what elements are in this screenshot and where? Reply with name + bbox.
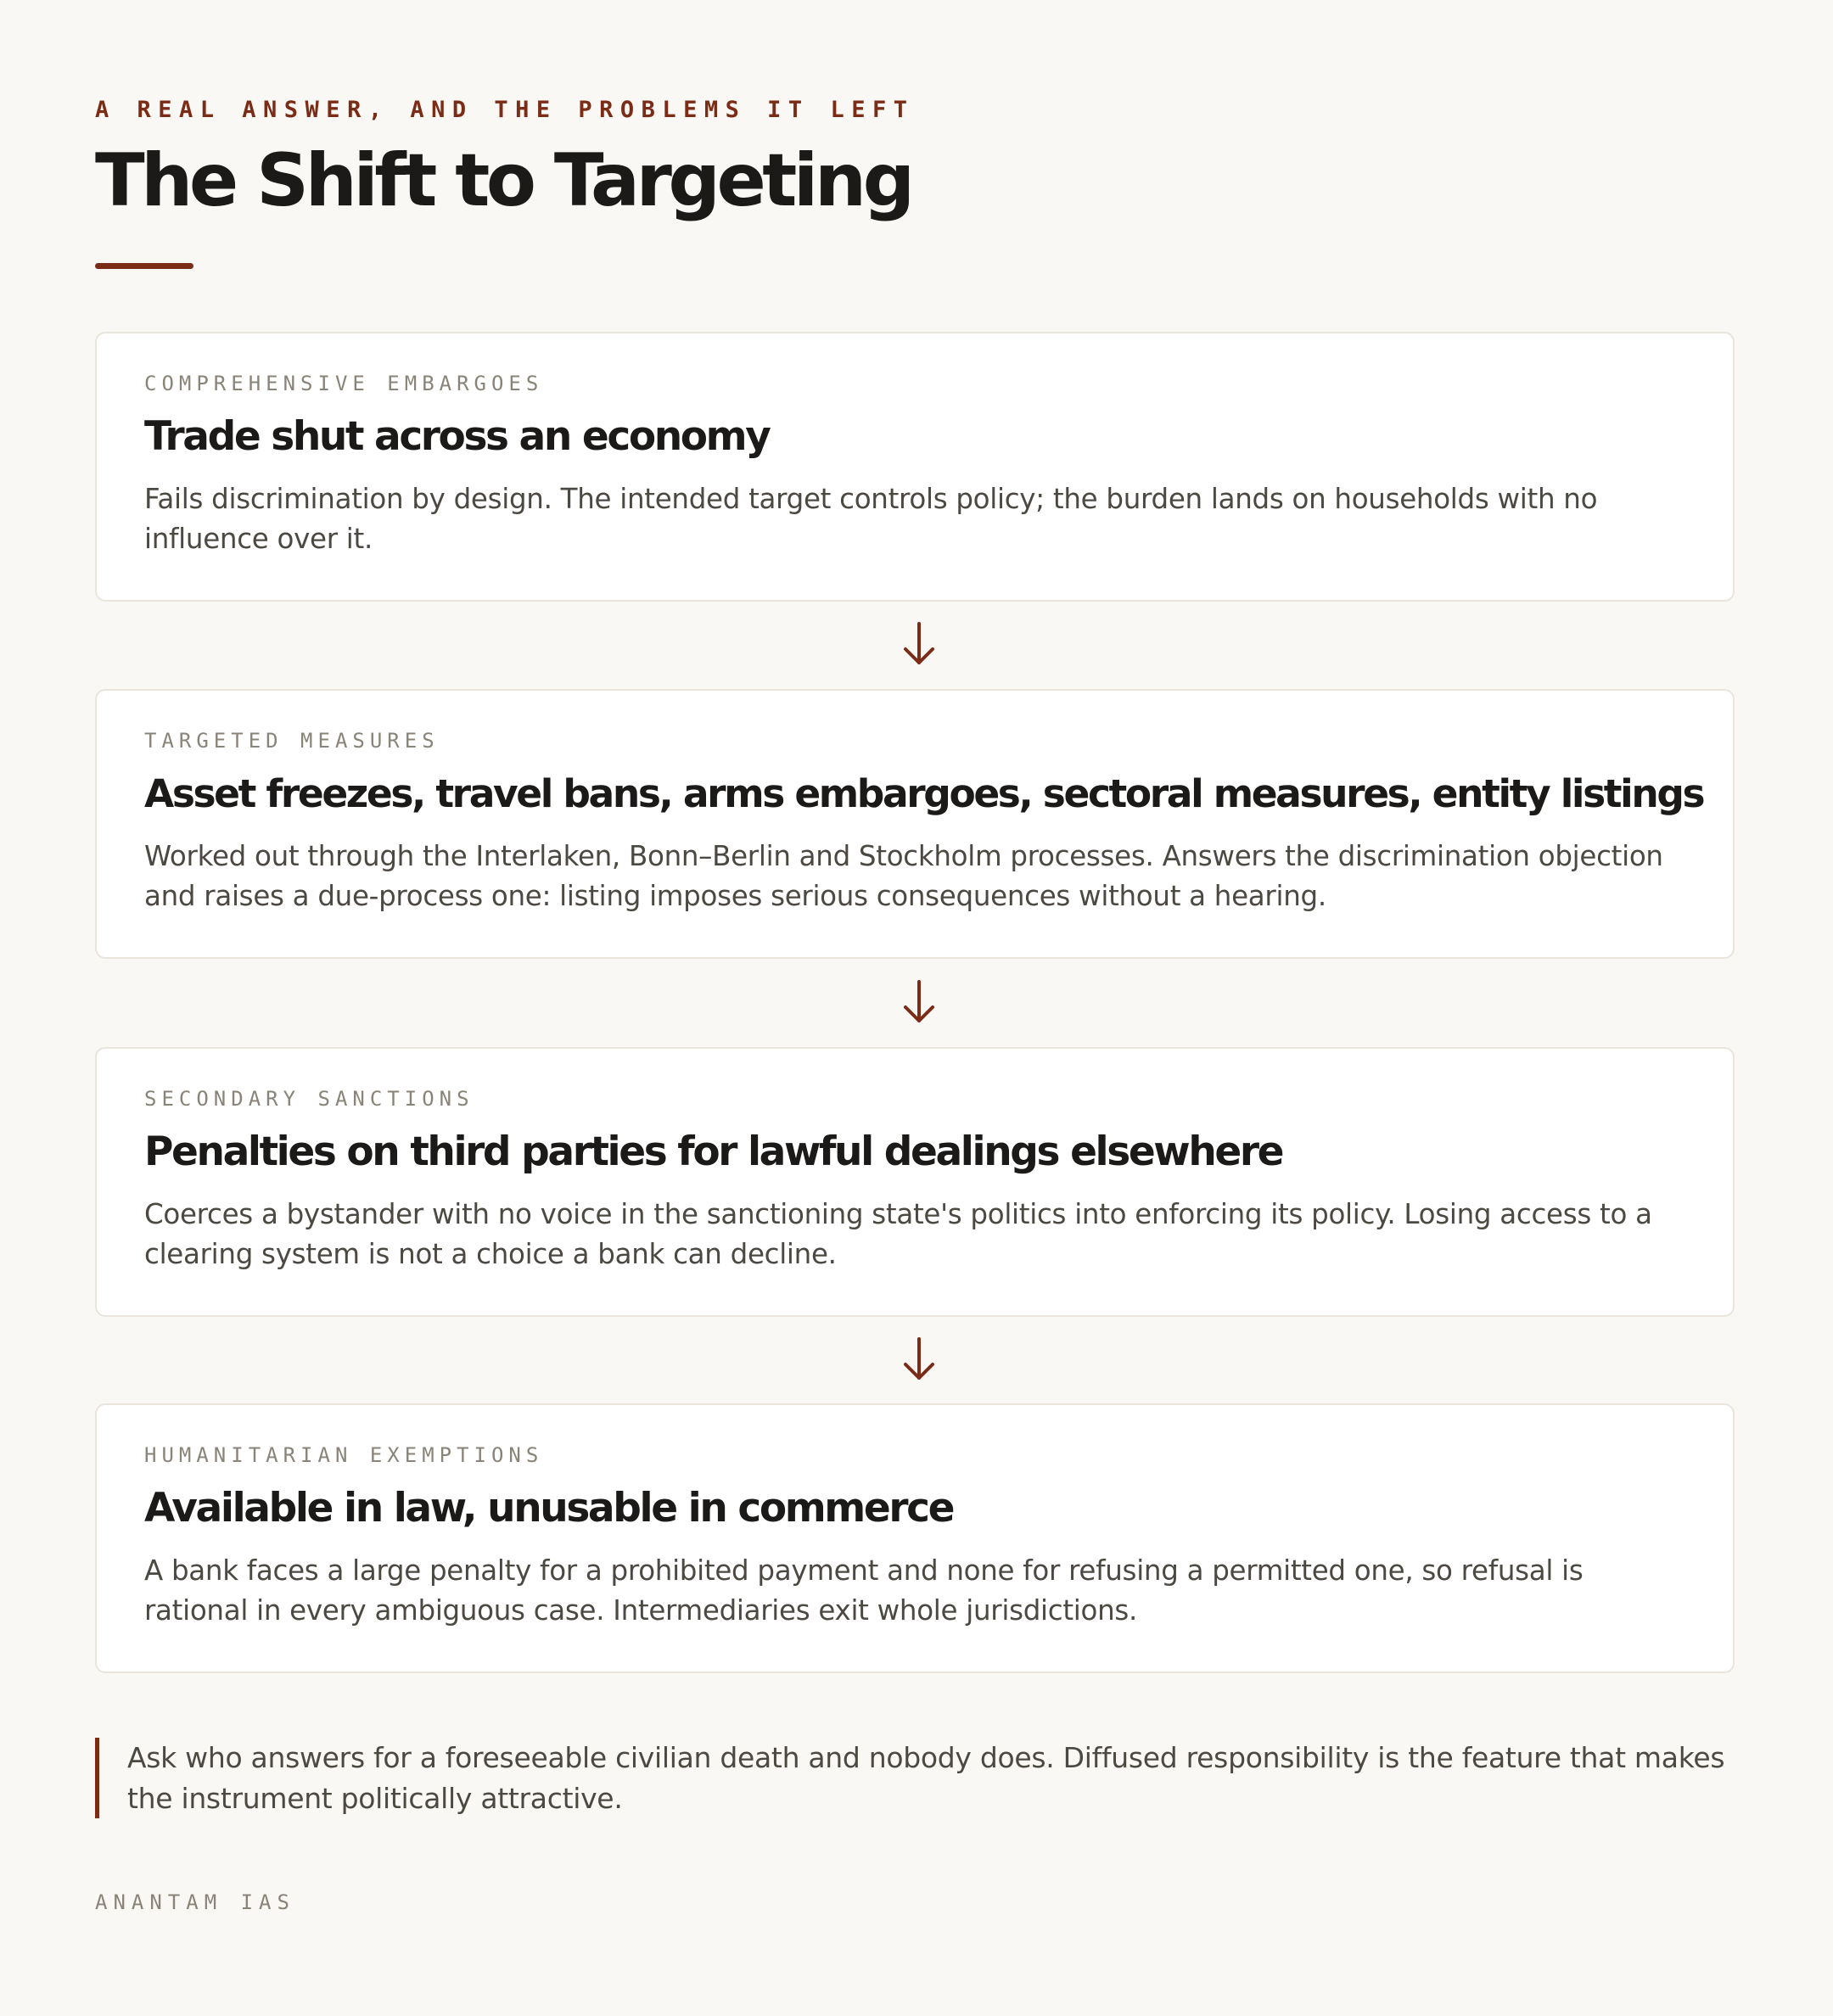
stage-label: HUMANITARIAN EXEMPTIONS bbox=[144, 1443, 544, 1467]
stage-description: Coerces a bystander with no voice in the sanctioning state's politics into enforcing its policy. Losing access to a clearing system is not a choice a bank can decline. bbox=[144, 1198, 1652, 1270]
title-underline bbox=[95, 263, 193, 269]
eyebrow: A REAL ANSWER, AND THE PROBLEMS IT LEFT bbox=[95, 97, 915, 123]
stage-heading: Asset freezes, travel bans, arms embargoes, sectoral measures, entity listings bbox=[144, 771, 1704, 816]
stage-description: A bank faces a large penalty for a prohibited payment and none for refusing a permitted one, so refusal is rational in every ambiguous case. Intermediaries exit whole jurisdictions. bbox=[144, 1554, 1584, 1627]
pull-quote bbox=[95, 1738, 1735, 1818]
arrow-down-icon bbox=[898, 978, 940, 1026]
stage-heading: Available in law, unusable in commerce bbox=[144, 1485, 954, 1532]
arrow-down-icon bbox=[898, 620, 940, 668]
arrow-down-icon bbox=[898, 1336, 940, 1383]
footer-brand: ANANTAM IAS bbox=[95, 1890, 295, 1914]
stage-heading: Trade shut across an economy bbox=[144, 413, 770, 460]
stage-card-humanitarian-exemptions bbox=[95, 1403, 1735, 1673]
stage-card-secondary-sanctions bbox=[95, 1047, 1735, 1317]
stage-label: TARGETED MEASURES bbox=[144, 729, 440, 753]
page-title: The Shift to Targeting bbox=[95, 138, 911, 223]
stage-card-comprehensive-embargoes bbox=[95, 332, 1735, 602]
stage-description: Fails discrimination by design. The intended target controls policy; the burden lands on households with no influence over it. bbox=[144, 483, 1598, 555]
pull-quote-text: Ask who answers for a foreseeable civilian death and nobody does. Diffused responsibility is the feature that makes the instrument politically attractive. bbox=[127, 1741, 1725, 1815]
stage-heading: Penalties on third parties for lawful dealings elsewhere bbox=[144, 1128, 1283, 1175]
stage-card-targeted-measures bbox=[95, 689, 1735, 959]
stage-label: COMPREHENSIVE EMBARGOES bbox=[144, 372, 544, 395]
stage-label: SECONDARY SANCTIONS bbox=[144, 1087, 474, 1111]
stage-description: Worked out through the Interlaken, Bonn–Berlin and Stockholm processes. Answers the discrimination objection and raises a due-process one: listing imposes serious consequences without a hearing. bbox=[144, 840, 1663, 912]
